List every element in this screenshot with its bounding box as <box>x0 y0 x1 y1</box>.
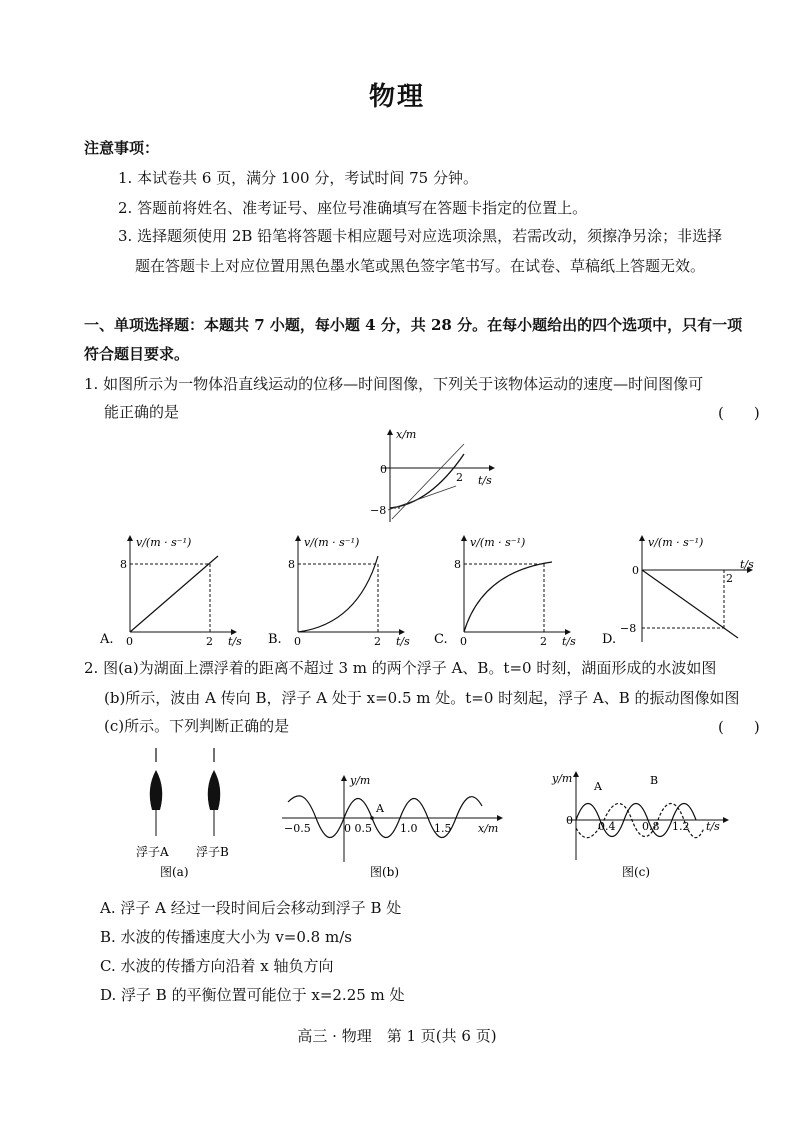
fig-b-tick-4: 1.5 <box>434 822 452 835</box>
q2-choice-b: B. 水波的传播速度大小为 v=0.8 m/s <box>100 928 352 946</box>
xt-tick-x: −8 <box>370 504 387 517</box>
option-xlabel: t/s <box>562 635 576 648</box>
fig-c-label-b: B <box>650 774 659 787</box>
q2-stem-cont-1: (b)所示，波由 A 传向 B，浮子 A 处于 x=0.5 m 处。t=0 时刻起，浮子 A、B 的振动图像如图 <box>104 689 740 707</box>
option-ylabel: v/(m · s⁻¹) <box>304 536 360 549</box>
q2-choice-d: D. 浮子 B 的平衡位置可能位于 x=2.25 m 处 <box>100 986 405 1004</box>
q2-stem: 2. 图(a)为湖面上漂浮着的距离不超过 3 m 的两个浮子 A、B。t=0 时刻，湖面形成的水波如图 <box>84 659 717 677</box>
xt-origin: 0 <box>380 463 387 476</box>
option-letter: A. <box>100 632 114 647</box>
fig-c-xlabel: t/s <box>706 820 720 833</box>
option-xlabel: t/s <box>228 635 242 648</box>
q1-answer-blank: ( ) <box>718 404 760 422</box>
q2-choice-c: C. 水波的传播方向沿着 x 轴负方向 <box>100 957 334 975</box>
option-ylabel: v/(m · s⁻¹) <box>470 536 526 549</box>
q1-stem: 1. 如图所示为一物体沿直线运动的位移—时间图像，下列关于该物体运动的速度—时间图像可 <box>84 375 704 393</box>
xt-ylabel: x/m <box>396 428 417 441</box>
note-item-1: 1. 本试卷共 6 页，满分 100 分，考试时间 75 分钟。 <box>118 169 478 187</box>
q2-stem-cont-2: (c)所示。下列判断正确的是 <box>104 717 290 735</box>
option-origin: 0 <box>460 635 467 648</box>
xt-xlabel: t/s <box>478 474 492 487</box>
float-b-label: 浮子B <box>196 845 229 859</box>
fig-b-xlabel: x/m <box>478 822 499 835</box>
fig-b-caption: 图(b) <box>370 865 400 879</box>
float-a-icon <box>150 770 163 810</box>
notes-heading: 注意事项： <box>84 139 160 157</box>
fig-b-tick-1: −0.5 <box>284 822 311 835</box>
option-tick-v: 8 <box>120 558 127 571</box>
fig-b-tick-3: 1.0 <box>400 822 418 835</box>
fig-c-tick-1: 0.4 <box>598 820 616 833</box>
option-origin: 0 <box>126 635 133 648</box>
q1-stem-cont: 能正确的是 <box>104 403 180 421</box>
fig-b-tick-2: 0 0.5 <box>344 822 372 835</box>
section-heading: 一、单项选择题：本题共 7 小题，每小题 4 分，共 28 分。在每小题给出的四个选项中，只有一项 <box>84 316 743 334</box>
option-tick-t: 2 <box>726 572 733 585</box>
fig-c-tick-3: 1.2 <box>672 820 690 833</box>
option-tick-t: 2 <box>540 635 547 648</box>
xt-tick-t: 2 <box>456 471 463 484</box>
note-item-3: 3. 选择题须使用 2B 铅笔将答题卡相应题号对应选项涂黑，若需改动，须擦净另涂；非选择 <box>118 227 723 245</box>
option-xlabel: t/s <box>396 635 410 648</box>
option-origin: 0 <box>632 564 639 577</box>
q1-option-d-graph <box>602 532 762 650</box>
option-xlabel: t/s <box>740 558 754 571</box>
option-ylabel: v/(m · s⁻¹) <box>648 536 704 549</box>
q1-option-b-graph <box>268 532 418 650</box>
option-letter: D. <box>602 632 617 647</box>
option-letter: B. <box>268 632 282 647</box>
fig-b-point-a: A <box>376 802 384 815</box>
note-item-3-cont: 题在答题卡上对应位置用黑色墨水笔或黑色签字笔书写。在试卷、草稿纸上答题无效。 <box>135 257 706 275</box>
fig-c-label-a: A <box>594 780 602 793</box>
q2-fig-c <box>548 768 738 884</box>
option-ylabel: v/(m · s⁻¹) <box>136 536 192 549</box>
float-b-icon <box>208 770 221 810</box>
fig-b-ylabel: y/m <box>350 774 371 787</box>
q1-xt-graph <box>360 426 500 526</box>
fig-c-tick-2: 0.8 <box>642 820 660 833</box>
option-tick-v: 8 <box>454 558 461 571</box>
q1-option-c-graph <box>434 532 584 650</box>
page-title: 物理 <box>368 82 425 112</box>
option-letter: C. <box>434 632 448 647</box>
q2-fig-a <box>128 744 248 884</box>
fig-c-ylabel: y/m <box>552 772 573 785</box>
q2-fig-b <box>278 772 508 882</box>
option-tick-t: 2 <box>374 635 381 648</box>
fig-c-caption: 图(c) <box>622 865 651 879</box>
fig-a-caption: 图(a) <box>160 865 189 879</box>
option-tick-v: 8 <box>288 558 295 571</box>
float-a-label: 浮子A <box>136 845 169 859</box>
option-tick-t: 2 <box>206 635 213 648</box>
option-origin: 0 <box>294 635 301 648</box>
q1-option-a-graph <box>100 532 250 650</box>
section-heading-cont: 符合题目要求。 <box>84 345 190 363</box>
fig-c-origin: 0 <box>566 814 573 827</box>
q2-answer-blank: ( ) <box>718 718 760 736</box>
q2-choice-a: A. 浮子 A 经过一段时间后会移动到浮子 B 处 <box>100 899 402 917</box>
page-footer: 高三 · 物理 第 1 页(共 6 页) <box>297 1027 497 1045</box>
option-tick-v: −8 <box>620 622 637 635</box>
note-item-2: 2. 答题前将姓名、准考证号、座位号准确填写在答题卡指定的位置上。 <box>118 199 588 217</box>
